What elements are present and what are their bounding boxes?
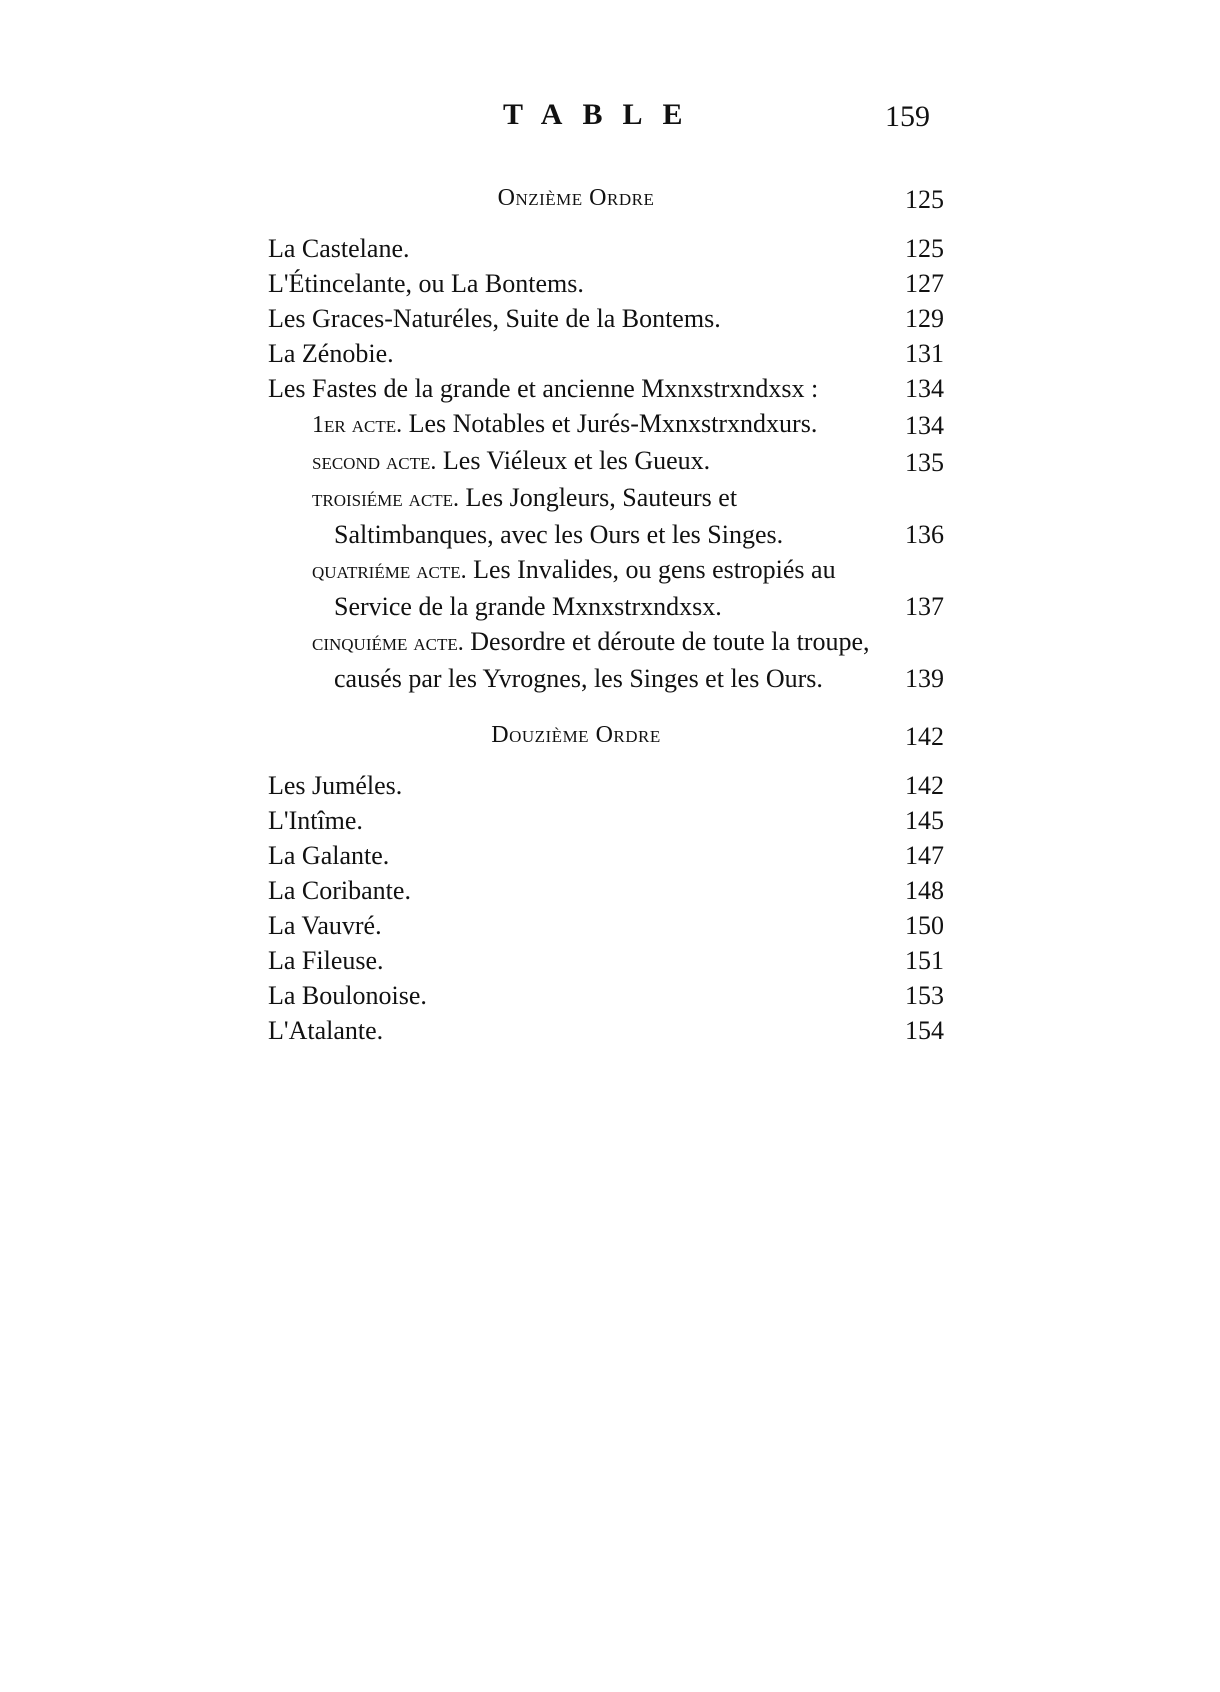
entry-page: 134 bbox=[905, 411, 944, 440]
entry-title: L'Intîme. bbox=[268, 806, 363, 835]
toc-act-entry bbox=[268, 406, 944, 443]
toc-entry bbox=[268, 336, 944, 371]
act-title: Les Jongleurs, Sauteurs et Saltimbanques, avec les Ours et les Singes. bbox=[334, 483, 784, 549]
toc-entry bbox=[268, 301, 944, 336]
act-text bbox=[312, 624, 880, 696]
entry-title: Les Graces-Naturéles, Suite de la Bontems. bbox=[268, 304, 721, 333]
section-gap bbox=[268, 696, 944, 722]
act-label: cinquiéme acte. bbox=[312, 630, 464, 656]
section-page: 125 bbox=[905, 185, 944, 214]
entry-title: La Galante. bbox=[268, 841, 390, 870]
act-label: quatriéme acte. bbox=[312, 558, 467, 584]
running-head bbox=[0, 98, 1220, 138]
act-title: Desordre et déroute de toute la troupe, causés par les Yvrognes, les Singes et les Ours. bbox=[334, 627, 870, 693]
entry-title: L'Étincelante, ou La Bontems. bbox=[268, 269, 584, 298]
section-heading-douzieme-ordre bbox=[268, 722, 944, 756]
entry-title: Les Fastes de la grande et ancienne Mxnxstrxndxsx : bbox=[268, 374, 819, 403]
act-label: 1er acte. bbox=[312, 412, 403, 438]
entry-title: Les Juméles. bbox=[268, 771, 403, 800]
entry-title: La Coribante. bbox=[268, 876, 411, 905]
section-page: 142 bbox=[905, 722, 944, 751]
act-text bbox=[312, 480, 880, 552]
entry-page: 131 bbox=[905, 339, 944, 368]
toc-act-entry bbox=[268, 443, 944, 480]
toc-entry bbox=[268, 978, 944, 1013]
entry-page: 150 bbox=[905, 911, 944, 940]
entry-page: 135 bbox=[905, 448, 944, 477]
entry-page: 129 bbox=[905, 304, 944, 333]
entry-page: 127 bbox=[905, 269, 944, 298]
act-title: Les Viéleux et les Gueux. bbox=[442, 446, 711, 475]
toc-entry bbox=[268, 1013, 944, 1048]
act-label: second acte. bbox=[312, 449, 437, 475]
entry-page: 145 bbox=[905, 806, 944, 835]
act-text bbox=[312, 552, 880, 624]
toc-act-entry bbox=[268, 624, 944, 696]
toc-act-entry bbox=[268, 552, 944, 624]
entry-page: 147 bbox=[905, 841, 944, 870]
entry-page: 139 bbox=[905, 664, 944, 693]
entry-page: 142 bbox=[905, 771, 944, 800]
section-title: Onzième Ordre bbox=[497, 185, 655, 211]
toc-entry bbox=[268, 768, 944, 803]
toc-entry bbox=[268, 943, 944, 978]
act-title: Les Invalides, ou gens estropiés au Service de la grande Mxnxstrxndxsx. bbox=[334, 555, 836, 621]
toc-entry bbox=[268, 873, 944, 908]
toc-entry bbox=[268, 231, 944, 266]
page-number: 159 bbox=[885, 100, 930, 133]
entry-title: La Castelane. bbox=[268, 234, 410, 263]
entry-title: La Boulonoise. bbox=[268, 981, 427, 1010]
table-of-contents bbox=[268, 185, 944, 1048]
entry-page: 153 bbox=[905, 981, 944, 1010]
toc-act-entry bbox=[268, 480, 944, 552]
act-title: Les Notables et Jurés-Mxnxstrxndxurs. bbox=[408, 409, 818, 438]
act-text bbox=[312, 406, 880, 443]
entry-title: La Fileuse. bbox=[268, 946, 384, 975]
entry-page: 136 bbox=[905, 520, 944, 549]
toc-entry bbox=[268, 266, 944, 301]
entry-page: 148 bbox=[905, 876, 944, 905]
entry-page: 125 bbox=[905, 234, 944, 263]
act-text bbox=[312, 443, 880, 480]
entry-title: La Vauvré. bbox=[268, 911, 382, 940]
entry-page: 137 bbox=[905, 592, 944, 621]
entry-page: 134 bbox=[905, 374, 944, 403]
toc-entry bbox=[268, 371, 944, 406]
running-title: TABLE bbox=[503, 98, 703, 131]
section-title: Douzième Ordre bbox=[491, 722, 661, 748]
toc-entry bbox=[268, 838, 944, 873]
entry-page: 151 bbox=[905, 946, 944, 975]
entry-page: 154 bbox=[905, 1016, 944, 1045]
toc-entry bbox=[268, 803, 944, 838]
act-label: troisiéme acte. bbox=[312, 486, 460, 512]
section-heading-onzieme-ordre bbox=[268, 185, 944, 219]
entry-title: L'Atalante. bbox=[268, 1016, 384, 1045]
entry-title: La Zénobie. bbox=[268, 339, 394, 368]
toc-entry bbox=[268, 908, 944, 943]
